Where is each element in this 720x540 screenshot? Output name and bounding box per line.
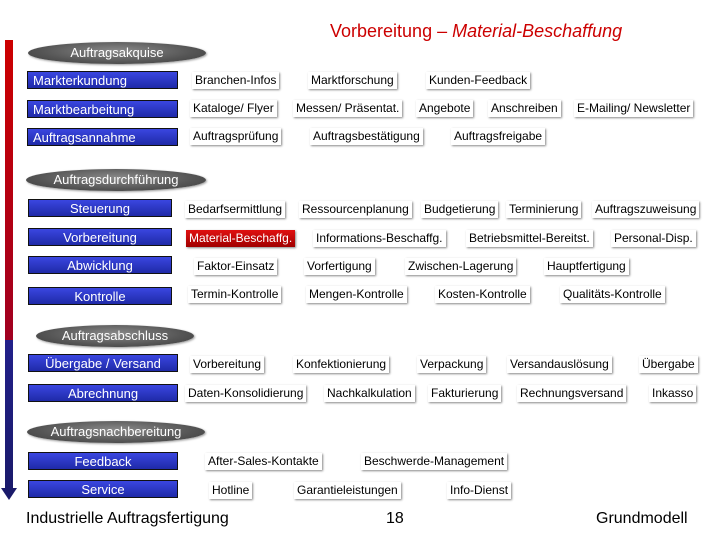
item-terminierung: Terminierung: [506, 201, 581, 218]
item-rechnungsversand: Rechnungsversand: [517, 385, 626, 402]
item-e-mailing-newsletter: E-Mailing/ Newsletter: [574, 100, 693, 117]
item-beschwerde-management: Beschwerde-Management: [361, 453, 507, 470]
item-uebergabe: Übergabe: [639, 356, 698, 373]
item-info-dienst: Info-Dienst: [447, 482, 511, 499]
phase-auftragsabschluss: Auftragsabschluss: [36, 325, 194, 347]
item-betriebsmittel-bereitst: Betriebsmittel-Bereitst.: [466, 230, 593, 247]
phase-auftragsnachbereitung: Auftragsnachbereitung: [27, 421, 205, 443]
row-label-feedback: Feedback: [28, 452, 178, 470]
footer-left: Industrielle Auftragsfertigung: [26, 510, 229, 527]
item-kunden-feedback: Kunden-Feedback: [426, 72, 530, 89]
row-label-steuerung: Steuerung: [28, 199, 172, 217]
item-auftragspruefung: Auftragsprüfung: [190, 128, 281, 145]
slide-title: [330, 21, 622, 42]
item-auftragszuweisung: Auftragszuweisung: [592, 201, 699, 218]
item-zwischen-lagerung: Zwischen-Lagerung: [405, 258, 516, 275]
item-hauptfertigung: Hauptfertigung: [544, 258, 629, 275]
row-label-markterkundung: Markterkundung: [27, 71, 178, 89]
row-label-abrechnung: Abrechnung: [28, 384, 178, 402]
phase-auftragsdurchfuehrung: Auftragsdurchführung: [26, 169, 206, 191]
item-faktor-einsatz: Faktor-Einsatz: [194, 258, 277, 275]
row-label-auftragsannahme: Auftragsannahme: [27, 128, 178, 146]
item-fakturierung: Fakturierung: [428, 385, 501, 402]
timeline-bar-top: [5, 40, 13, 340]
item-termin-kontrolle: Termin-Kontrolle: [188, 286, 281, 303]
item-nachkalkulation: Nachkalkulation: [324, 385, 415, 402]
item-kataloge-flyer: Kataloge/ Flyer: [190, 100, 277, 117]
item-kosten-kontrolle: Kosten-Kontrolle: [435, 286, 530, 303]
phase-auftragsakquise: Auftragsakquise: [28, 42, 206, 64]
item-material-beschaffung: Material-Beschaffg.: [186, 230, 295, 247]
item-informations-beschaffung: Informations-Beschaffg.: [313, 230, 446, 247]
item-angebote: Angebote: [416, 100, 473, 117]
item-daten-konsolidierung: Daten-Konsolidierung: [185, 385, 306, 402]
page-number: 18: [386, 510, 404, 527]
row-label-vorbereitung: Vorbereitung: [28, 228, 172, 246]
item-verpackung: Verpackung: [417, 356, 486, 373]
timeline-bar-bottom: [5, 340, 13, 492]
title-main: Vorbereitung –: [330, 21, 453, 41]
item-ressourcenplanung: Ressourcenplanung: [299, 201, 412, 218]
item-qualitaets-kontrolle: Qualitäts-Kontrolle: [560, 286, 665, 303]
item-bedarfsermittlung: Bedarfsermittlung: [185, 201, 285, 218]
timeline-arrow-icon: [1, 488, 17, 500]
row-label-abwicklung: Abwicklung: [28, 256, 172, 274]
footer-right: Grundmodell: [596, 510, 688, 527]
item-vorfertigung: Vorfertigung: [304, 258, 375, 275]
title-italic: Material-Beschaffung: [452, 21, 623, 41]
row-label-kontrolle: Kontrolle: [28, 287, 172, 305]
item-hotline: Hotline: [209, 482, 252, 499]
row-label-uebergabe-versand: Übergabe / Versand: [28, 354, 178, 372]
item-marktforschung: Marktforschung: [308, 72, 397, 89]
item-vorbereitung-abschluss: Vorbereitung: [190, 356, 264, 373]
item-personal-disp: Personal-Disp.: [611, 230, 696, 247]
item-auftragsbestaetigung: Auftragsbestätigung: [310, 128, 423, 145]
item-versandausloesung: Versandauslösung: [507, 356, 612, 373]
item-anschreiben: Anschreiben: [488, 100, 561, 117]
item-after-sales-kontakte: After-Sales-Kontakte: [205, 453, 322, 470]
item-inkasso: Inkasso: [649, 385, 696, 402]
item-konfektionierung: Konfektionierung: [293, 356, 389, 373]
item-messen-praesentat: Messen/ Präsentat.: [293, 100, 402, 117]
item-budgetierung: Budgetierung: [421, 201, 498, 218]
item-branchen-infos: Branchen-Infos: [192, 72, 279, 89]
item-auftragsfreigabe: Auftragsfreigabe: [451, 128, 545, 145]
row-label-marktbearbeitung: Marktbearbeitung: [27, 100, 178, 118]
row-label-service: Service: [28, 480, 178, 498]
item-mengen-kontrolle: Mengen-Kontrolle: [306, 286, 407, 303]
item-garantieleistungen: Garantieleistungen: [294, 482, 401, 499]
